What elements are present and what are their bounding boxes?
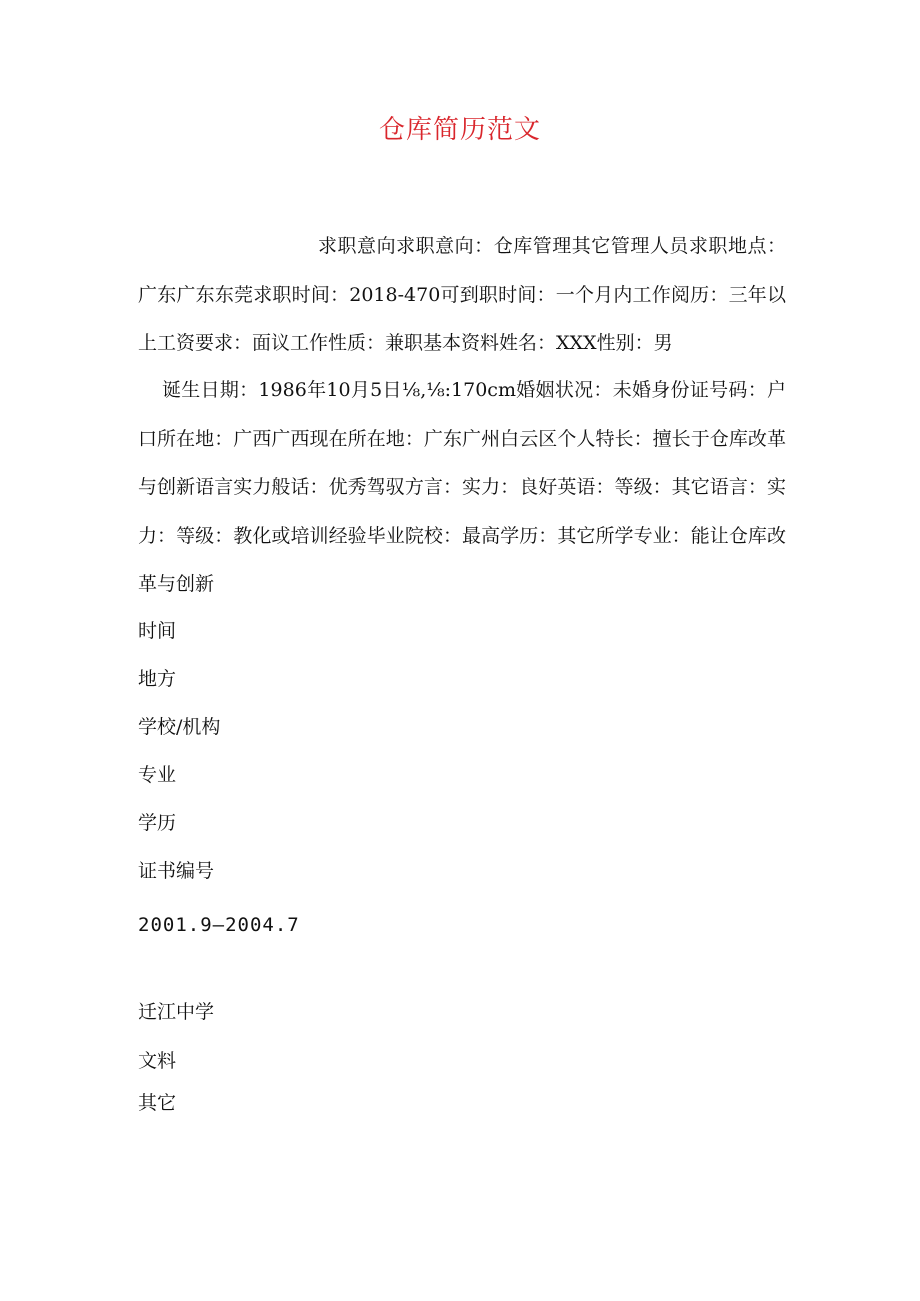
document-title: 仓库简历范文 bbox=[378, 115, 541, 145]
education-period: 2001.9—2004.7 bbox=[138, 914, 300, 936]
header-school: 学校/机构 bbox=[138, 716, 221, 738]
education-degree: 其它 bbox=[138, 1092, 177, 1114]
education-major: 文料 bbox=[138, 1050, 177, 1072]
header-time: 时间 bbox=[138, 620, 177, 642]
header-degree: 学历 bbox=[138, 812, 177, 834]
job-intention-paragraph: 求职意向求职意向：仓库管理其它管理人员求职地点：广东广东东莞求职时间：2018-470可到职时间：一个月内工作阅历：三年以上工资要求：面议工作性质：兼职基本资料姓名：XXX性别：男 bbox=[138, 235, 786, 354]
header-certificate-number: 证书编号 bbox=[138, 860, 215, 882]
header-place: 地方 bbox=[138, 668, 177, 690]
personal-info-paragraph: 诞生日期：1986年10月5日⅛,⅛:170cm婚姻状况：未婚身份证号码：户口所在地：广西广西现在所在地：广东广州白云区个人特长：擅长于仓库改革与创新语言实力般话：优秀驾驭方言：实力：良好英语：等级：其它语言：实力：等级：教化或培训经验毕业院校：最高学历：其它所学专业：能让仓库改革与创新 bbox=[138, 379, 786, 595]
education-school: 迁江中学 bbox=[138, 1001, 215, 1023]
header-major: 专业 bbox=[138, 764, 177, 786]
